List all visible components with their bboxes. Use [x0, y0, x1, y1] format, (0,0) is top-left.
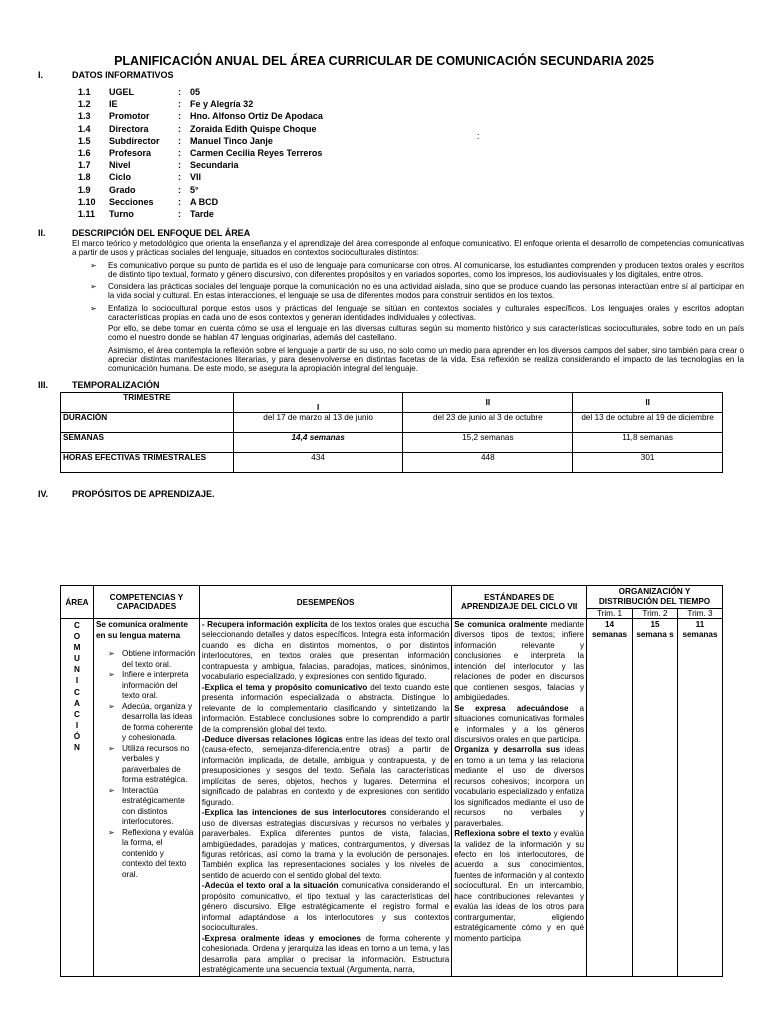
area-letter: C [74, 687, 80, 697]
section-number: III. [38, 380, 49, 390]
info-value: Hno. Alfonso Ortiz De Apodaca [190, 111, 323, 122]
desempeno-text: considerando el uso de diversas estrategias discursivas y recursos no verbales y paraverbales. Explica diferentes puntos de vista, falacias, ambigüedades, paradojas y matices, contrargumentos, y diversas figuras retóricas, así como la trama y la evolución de personajes. También explica las representaciones sociales y los niveles de sentido de acuerdo con el sentido global del texto. [201, 808, 450, 880]
header-cell: II [573, 393, 723, 413]
enfoque-bullet [90, 282, 744, 301]
propositos-table [60, 585, 723, 977]
desempeno-text: comunicativa considerando el propósito comunicativo, el tipo textual y las características del género discursivo. Elige estratégicamente el registro formal e informal adaptándose a los interlocutores y sus contextos socioculturales. [201, 881, 450, 933]
desempeno-text: de forma coherente y cohesionada. Ordena y jerarquiza las ideas en torno a un tema, y las desarrolla para ampliar o precisar la información. Estructura estratégicamente una secuencia textual (Argumenta, narra, [201, 933, 450, 974]
area-cell [61, 619, 94, 977]
table-row [61, 453, 723, 473]
info-colon: : [178, 147, 181, 158]
page-title: PLANIFICACIÓN ANUAL DEL ÁREA CURRICULAR DE COMUNICACIÓN SECUNDARIA 2025 [114, 54, 654, 68]
arrow-bullet-icon: ➢ [107, 670, 115, 679]
info-value: 05 [190, 87, 201, 97]
area-letter: U [74, 654, 80, 664]
table-header-row [61, 393, 723, 413]
info-key: Nivel [109, 160, 131, 171]
info-key: Profesora [109, 147, 152, 158]
capacidad-item [107, 785, 197, 828]
desempeno-text: del texto cuando este presenta información especializada o abstracta. Distingue lo relevante de lo complementario clasificando y sintetizando la información. Establece conclusiones sobre lo comprendido a partir de la comprensión global del texto. [201, 682, 450, 734]
table-cell: 301 [573, 453, 723, 473]
area-letter: N [74, 743, 80, 753]
section-title: DATOS INFORMATIVOS [72, 70, 174, 80]
info-colon: : [178, 160, 181, 171]
info-row [78, 159, 323, 171]
section-number: IV. [38, 489, 49, 499]
info-number: 1.8 [78, 172, 91, 183]
table-cell: del 23 de junio al 3 de octubre [403, 413, 573, 433]
capacidad-text: Infiere e interpreta información del texto oral. [121, 670, 189, 700]
area-letter: Ó [73, 731, 81, 741]
info-colon: : [178, 196, 181, 207]
header-cell: I [233, 393, 403, 413]
header-cell: TRIMESTRE [61, 393, 234, 413]
datos-informativos [78, 86, 323, 220]
capacidad-text: Interactúa estratégicamente con distintos interlocutores. [121, 785, 185, 826]
header-cell: II [403, 393, 573, 413]
estandar-text: ideas en torno a un tema y las relaciona mediante el uso de diversos recursos cohesivos; incorpora un vocabulario especializado y enfatiza los significados mediante el uso de recursos no verbales y paraverbales. [454, 745, 585, 828]
table-row [61, 433, 723, 453]
estandar-text: y evalúa la validez de la información y su efecto en los interlocutores, de acuerdo a sus conocimientos, fuentes de información y al contexto sociocultural. En un intercambio, hace contribuciones relevantes y evalúa las ideas de los otros para contrargumentar, eligiendo estratégicamente cómo y en qué momento participa [454, 829, 585, 943]
estandar-lead: Se expresa adecuándose [454, 703, 569, 713]
competencia-title: Se comunica oralmente en su lengua materna [95, 620, 188, 640]
capacidad-item [107, 649, 197, 670]
info-colon: : [178, 111, 181, 122]
info-value: A BCD [190, 196, 219, 207]
desempeno-lead: - Recupera información explícita [201, 620, 328, 629]
info-number: 1.3 [78, 111, 91, 122]
header-cell: COMPETENCIAS Y CAPACIDADES [93, 586, 199, 619]
section-number: II. [38, 228, 46, 238]
enfoque-intro: El marco teórico y metodológico que orienta la enseñanza y el aprendizaje del área corresponde al enfoque comunicativo. El enfoque orienta el desarrollo de competencias comunicativas a partir de usos y prácticas sociales del lenguaje, situados en contextos socioculturales distintos: [72, 239, 744, 257]
desempeno-item [202, 735, 449, 808]
area-letter: C [74, 709, 80, 719]
header-cell: Trim. 2 [633, 609, 678, 619]
table-cell: del 13 de octubre al 19 de diciembre [573, 413, 723, 433]
info-row [78, 147, 323, 159]
arrow-bullet-icon: ➢ [90, 304, 97, 313]
table-cell: del 17 de marzo al 13 de junio [233, 413, 403, 433]
temporalizacion-table [60, 392, 723, 473]
desempeno-lead: -Explica las intenciones de sus interlocutores [201, 808, 387, 818]
desempeno-item [202, 683, 449, 735]
info-colon: : [178, 123, 181, 134]
info-row [78, 135, 323, 147]
estandar-lead: Organiza y desarrolla sus [454, 745, 561, 755]
table-cell: 448 [403, 453, 573, 473]
arrow-bullet-icon: ➢ [107, 701, 115, 711]
info-colon: : [178, 87, 181, 97]
info-key: UGEL [109, 87, 135, 97]
info-key: Turno [109, 208, 134, 219]
area-letter: C [74, 621, 80, 630]
stray-colon: : [477, 131, 480, 141]
estandar-lead: Reflexiona sobre el texto [454, 829, 552, 839]
table-cell: 11 semanas [677, 619, 722, 977]
header-cell: ESTÁNDARES DE APRENDIZAJE DEL CICLO VII [452, 586, 587, 619]
section-title: PROPÓSITOS DE APRENDIZAJE. [72, 489, 215, 499]
info-number: 1.10 [78, 196, 96, 207]
info-colon: : [178, 184, 181, 195]
info-value: Manuel Tinco Janje [190, 135, 273, 146]
info-key: Directora [109, 123, 149, 134]
info-number: 1.9 [78, 184, 91, 195]
info-key: Secciones [109, 196, 154, 207]
info-value: 5° [190, 184, 199, 195]
info-number: 1.1 [78, 87, 91, 97]
arrow-bullet-icon: ➢ [90, 261, 97, 270]
info-value: Tarde [190, 208, 214, 219]
capacidad-text: Obtiene información del texto oral. [121, 649, 196, 669]
header-cell: Trim. 3 [677, 609, 722, 619]
desempeno-item [202, 808, 449, 881]
table-cell: 14 semanas [587, 619, 633, 977]
capacidad-item [107, 827, 197, 881]
row-label: HORAS EFECTIVAS TRIMESTRALES [61, 453, 234, 473]
capacidad-item [107, 670, 197, 702]
area-letter: I [75, 676, 79, 686]
estandar-lead: Se comunica oralmente [454, 620, 548, 629]
estandar-text: mediante diversos tipos de textos; infiere información relevante y conclusiones e interpreta la intención del interlocutor y las relaciones de poder en discursos que contienen sesgos, falacias y ambigüedades. [454, 620, 585, 703]
table-cell: 434 [233, 453, 403, 473]
info-number: 1.6 [78, 147, 91, 158]
info-number: 1.2 [78, 99, 91, 110]
enfoque-bullet [90, 261, 744, 280]
section-number: I. [38, 70, 44, 80]
row-label: DURACIÓN [61, 413, 234, 433]
info-row [78, 98, 323, 110]
info-row [78, 110, 323, 122]
area-letter: A [74, 698, 80, 708]
info-key: IE [109, 99, 118, 110]
estandar-item [454, 829, 584, 944]
arrow-bullet-icon: ➢ [107, 785, 115, 795]
capacidad-item [107, 743, 197, 786]
header-cell: ÁREA [61, 586, 94, 619]
table-row [61, 619, 723, 977]
info-colon: : [178, 135, 181, 146]
area-letter: M [73, 643, 81, 653]
estandar-item [454, 704, 584, 746]
enfoque-paragraph: Por ello, se debe tomar en cuenta cómo se usa el lenguaje en las diversas culturas según su momento histórico y sus características socioculturales, sobre todo en un país como el nuestro donde se hablan 47 lenguas originarias, además del castellano. [108, 324, 744, 342]
section-title: DESCRIPCIÓN DEL ENFOQUE DEL ÁREA [72, 228, 251, 238]
desempeno-item [202, 881, 449, 933]
info-value: Secundaria [190, 160, 239, 171]
info-key: Subdirector [109, 135, 160, 146]
info-key: Grado [109, 184, 136, 195]
info-value: Carmen Cecilia Reyes Terreros [190, 147, 323, 158]
info-number: 1.4 [78, 123, 91, 134]
desempeno-text: entre las ideas del texto oral (causa-efecto, semejanza-diferencia,entre otras) a partir de información implicada, de detalle, ambigua y contrapuesta, y de presuposiciones y sesgos del texto. Señala las características implícitas de seres, objetos, hechos y lugares. Determina el significado de palabras en contexto y de expresiones con sentido figurado. [201, 734, 450, 807]
bullet-text: Considera las prácticas sociales del lenguaje porque la comunicación no es una actividad aislada, sino que se produce cuando las personas interactúan entre sí al participar en la vida social y cultural. En estas interacciones, el lenguaje se usa de diferentes modos para construir sentidos en los textos. [108, 282, 744, 300]
info-row [78, 196, 323, 208]
info-value: Zoraida Edith Quispe Choque [190, 123, 317, 134]
info-colon: : [178, 172, 181, 183]
table-cell: 11,8 semanas [573, 433, 723, 453]
capacidades-list [96, 649, 197, 880]
info-row [78, 184, 323, 196]
header-cell: Trim. 1 [587, 609, 633, 619]
estandar-text: a situaciones comunicativas formales e informales y a los géneros discursivos orales en que participa. [454, 703, 585, 744]
competencias-cell [93, 619, 199, 977]
estandar-item [454, 745, 584, 829]
area-letter: O [73, 632, 81, 642]
arrow-bullet-icon: ➢ [107, 649, 115, 658]
info-colon: : [178, 208, 181, 219]
estandares-cell [452, 619, 587, 977]
table-cell: 15 semana s [633, 619, 678, 977]
bullet-text: Es comunicativo porque su punto de partida es el uso de lenguaje para comunicarse con otros. Al comunicarse, los estudiantes comprenden y producen textos orales y escritos de distinto tipo textual, formato y género discursivo, con diferentes propósitos y en variados soportes, como los impresos, los audiovisuales y los digitales, entre otros. [108, 261, 744, 279]
capacidad-item [107, 701, 197, 744]
desempeno-lead: -Adecúa el texto oral a la situación [201, 881, 339, 891]
desempeno-lead: -Expresa oralmente ideas y emociones [201, 933, 361, 943]
info-colon: : [178, 99, 181, 110]
capacidad-text: Utiliza recursos no verbales y paraverbales de forma estratégica. [121, 743, 190, 784]
arrow-bullet-icon: ➢ [107, 827, 115, 837]
arrow-bullet-icon: ➢ [90, 282, 97, 291]
table-row [61, 413, 723, 433]
info-key: Ciclo [109, 172, 132, 183]
table-cell: 15,2 semanas [403, 433, 573, 453]
desempeno-item [202, 620, 449, 683]
capacidad-text: Adecúa, organiza y desarrolla las ideas de forma coherente y cohesionada. [121, 701, 193, 742]
desempeno-lead: -Deduce diversas relaciones lógicas [201, 734, 343, 744]
arrow-bullet-icon: ➢ [107, 743, 115, 753]
header-cell: ORGANIZACIÓN Y DISTRIBUCIÓN DEL TIEMPO [587, 586, 723, 609]
info-row [78, 123, 323, 135]
info-number: 1.11 [78, 208, 96, 219]
enfoque-paragraph: Asimismo, el área contempla la reflexión sobre el lenguaje a partir de su uso, no solo como un medio para aprender en los diversos campos del saber, sino también para crear o apreciar distintas manifestaciones literarias, y para desenvolverse en distintas facetas de la vida. Esa reflexión se realiza considerando el impacto de las tecnologías en la comunicación humana. De este modo, se asegura la apropiación integral del lenguaje. [108, 346, 744, 373]
info-number: 1.5 [78, 135, 91, 146]
info-row [78, 86, 323, 98]
info-number: 1.7 [78, 160, 91, 171]
capacidad-text: Reflexiona y evalúa la forma, el contenido y contexto del texto oral. [121, 827, 194, 879]
desempeno-text: de los textos orales que escucha seleccionando detalles y datos específicos. Integra esta información cuando es dicha en distintos momentos, o por distintos interlocutores, en textos orales que presentan información contrapuesta y ambigua, falacias, paradojas, matices, sinónimos, vocabulario especializado, y expresiones con sentido figurado. [201, 620, 450, 682]
bullet-text: Enfatiza lo sociocultural porque estos usos y prácticas del lenguaje se sitúan en contextos sociales y culturales específicos. Los lenguajes orales y escritos adoptan características propias en cada uno de esos contextos y generan identidades individuales y colectivas. [108, 304, 744, 322]
section-title: TEMPORALIZACIÓN [72, 380, 160, 390]
desempeno-item [202, 934, 449, 976]
area-letter: I [75, 720, 79, 730]
info-row [78, 208, 323, 220]
info-row [78, 171, 323, 183]
table-header-row [61, 586, 723, 609]
desempeno-lead: -Explica el tema y propósito comunicativo [201, 682, 368, 692]
info-value: Fe y Alegría 32 [190, 99, 254, 110]
table-cell: 14,4 semanas [233, 433, 403, 453]
row-label: SEMANAS [61, 433, 234, 453]
area-letter: N [74, 665, 80, 675]
info-key: Promotor [109, 111, 150, 122]
estandar-item [454, 620, 584, 704]
desempenos-cell [199, 619, 451, 977]
info-value: VII [190, 172, 202, 183]
header-cell: DESEMPEÑOS [199, 586, 451, 619]
enfoque-bullet [90, 304, 744, 323]
